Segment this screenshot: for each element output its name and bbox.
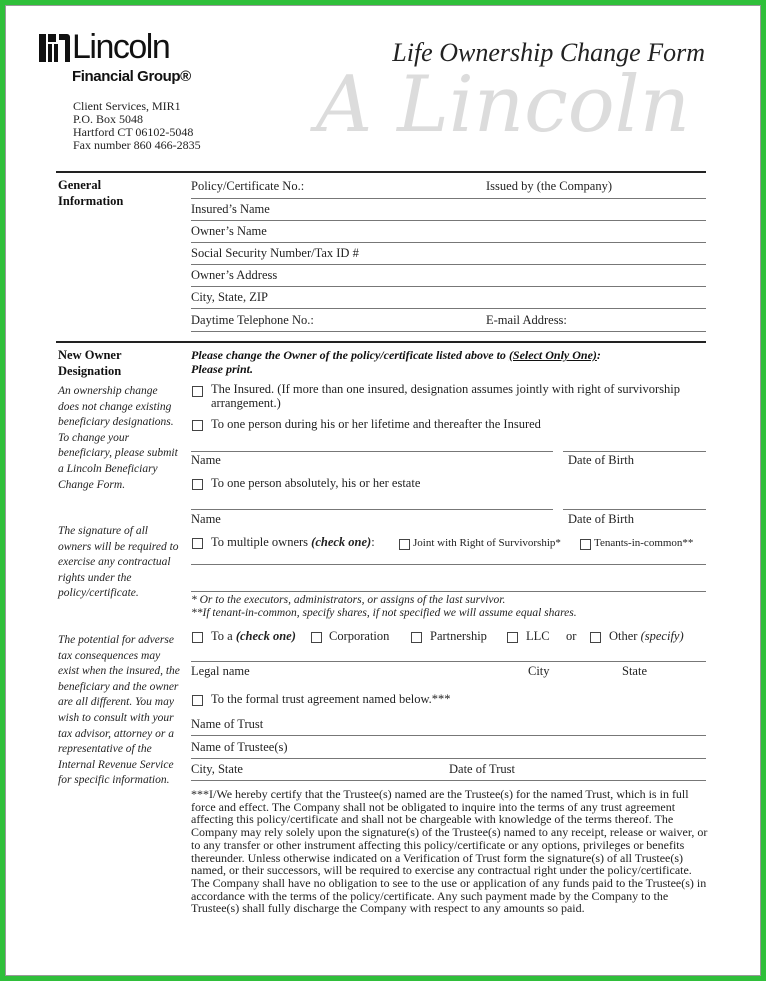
state-label: State (622, 664, 647, 678)
one-person-absolute-checkbox[interactable] (192, 479, 203, 490)
policy-number-field[interactable] (191, 198, 706, 199)
form-page (5, 5, 761, 976)
llc-checkbox[interactable] (507, 632, 518, 643)
owner-name-field[interactable] (191, 564, 706, 565)
address-line: P.O. Box 5048 (73, 112, 144, 126)
section-divider (56, 341, 706, 343)
side-note-beneficiary: An ownership change does not change existing beneficiary designations. To change your beneficiary, please submit a Lincoln Beneficiary Change Form. (58, 385, 178, 491)
policy-number-label: Policy/Certificate No.: (191, 179, 305, 193)
trustees-label: Name of Trustee(s) (191, 740, 288, 754)
trustees-field[interactable] (191, 758, 706, 759)
owner-heading: New Owner Designation (58, 348, 122, 378)
corporation-checkbox[interactable] (311, 632, 322, 643)
entity-checkbox[interactable] (192, 632, 203, 643)
dob-field[interactable] (563, 509, 706, 510)
partnership-checkbox[interactable] (411, 632, 422, 643)
form-title: Life Ownership Change Form (392, 38, 705, 67)
multiple-owners-checkbox[interactable] (192, 538, 203, 549)
trust-certification: ***I/We hereby certify that the Trustee(s) named are the Trustee(s) for the named Trust, which is in full force and effect. The Company shall not be obligated to inquire into the terms of any trust agreement affecting this policy/certificate and shall not be chargeable with knowledge of the terms thereof. The Company may rely solely upon the signature(s) of the Trustee(s) named to any receipt, release or waiver, or to any transfer or other instrument affecting this policy/certificate or any options, privileges or benefits thereunder. Unless otherwise indicated on a Verification of Trust form the signature(s) of all Trustee(s) named, or their successors, will be required to exercise any contractual right under the policy/certificate. The Company shall have no obligation to see to the use or application of any funds paid to the Trustee(s) in accordance with the terms of the policy/certificate. Any such payment made by the Company to the Trustee(s) shall fully discharge the Company with respect to any amounts so paid. (191, 787, 708, 916)
address-line: Client Services, MIR1 (73, 99, 181, 113)
trust-name-field[interactable] (191, 735, 706, 736)
insured-name-field[interactable] (191, 220, 706, 221)
trust-checkbox[interactable] (192, 695, 203, 706)
owner-name-label: Owner’s Name (191, 224, 267, 238)
one-person-life-label: To one person during his or her lifetime and thereafter the Insured (211, 417, 541, 431)
side-note-tax: The potential for adverse tax consequences may exist when the insured, the beneficiary and the owner are all different. You may wish to consult with your tax advisor, attorney or a representative of the Internal Revenue Service for specific information. (58, 634, 180, 787)
general-heading: General Information (58, 178, 124, 208)
ssn-field[interactable] (191, 264, 706, 265)
owner-name-field[interactable] (191, 591, 706, 592)
brand-group: Financial Group® (72, 68, 191, 85)
insured-name-label: Insured’s Name (191, 202, 270, 216)
one-person-absolute-label: To one person absolutely, his or her estate (211, 476, 421, 490)
trust-city-state-label: City, State (191, 762, 243, 776)
side-note-signature: The signature of all owners will be required to exercise any contractual rights under the policy/certificate. (58, 525, 179, 600)
or-label: or (566, 629, 577, 643)
trust-option-label: To the formal trust agreement named below.*** (211, 692, 451, 706)
city-state-zip-field[interactable] (191, 308, 706, 309)
address-line: Fax number 860 466-2835 (73, 138, 201, 152)
dob-field[interactable] (563, 451, 706, 452)
to-a-label: To a (check one) (211, 629, 296, 643)
name-field[interactable] (191, 509, 553, 510)
footnote-tenants: **If tenant-in-common, specify shares, if not specified we will assume equal shares. (191, 607, 577, 619)
legal-name-field[interactable] (191, 661, 706, 662)
section-divider (56, 171, 706, 173)
dob-label: Date of Birth (568, 512, 634, 526)
signature-watermark-text: A Lincoln (316, 60, 690, 150)
city-label: City (528, 664, 550, 678)
lincoln-logo-icon (39, 32, 73, 66)
trust-city-date-field[interactable] (191, 780, 706, 781)
phone-label: Daytime Telephone No.: (191, 313, 314, 327)
other-checkbox[interactable] (590, 632, 601, 643)
date-of-trust-label: Date of Trust (449, 762, 515, 776)
owner-address-label: Owner’s Address (191, 268, 278, 282)
phone-email-field[interactable] (191, 331, 706, 332)
legal-name-label: Legal name (191, 664, 250, 678)
multiple-owners-label: To multiple owners (check one): (211, 535, 375, 549)
tenants-label: Tenants-in-common** (594, 537, 694, 549)
email-label: E-mail Address: (486, 313, 567, 327)
instruction: Please change the Owner of the policy/certificate listed above to (Select Only One): Please print. (191, 348, 601, 376)
joint-label: Joint with Right of Survivorship* (413, 537, 561, 549)
owner-name-field[interactable] (191, 242, 706, 243)
brand-name: Lincoln (72, 28, 170, 66)
corporation-label: Corporation (329, 629, 390, 643)
llc-label: LLC (526, 629, 550, 643)
name-label: Name (191, 512, 221, 526)
tenants-checkbox[interactable] (580, 539, 591, 550)
insured-option-label: The Insured. (If more than one insured, designation assumes jointly with right of survivorship arrangement.) (211, 382, 681, 410)
name-field[interactable] (191, 451, 553, 452)
dob-label: Date of Birth (568, 453, 634, 467)
insured-checkbox[interactable] (192, 386, 203, 397)
ssn-label: Social Security Number/Tax ID # (191, 246, 359, 260)
name-label: Name (191, 453, 221, 467)
city-state-zip-label: City, State, ZIP (191, 290, 268, 304)
joint-checkbox[interactable] (399, 539, 410, 550)
owner-address-field[interactable] (191, 286, 706, 287)
footnote-survivor: * Or to the executors, administrators, or assigns of the last survivor. (191, 594, 506, 606)
one-person-life-checkbox[interactable] (192, 420, 203, 431)
partnership-label: Partnership (430, 629, 487, 643)
trust-name-label: Name of Trust (191, 717, 264, 731)
address-line: Hartford CT 06102-5048 (73, 125, 194, 139)
issued-by-label: Issued by (the Company) (486, 179, 613, 193)
other-label: Other (specify) (609, 629, 684, 643)
